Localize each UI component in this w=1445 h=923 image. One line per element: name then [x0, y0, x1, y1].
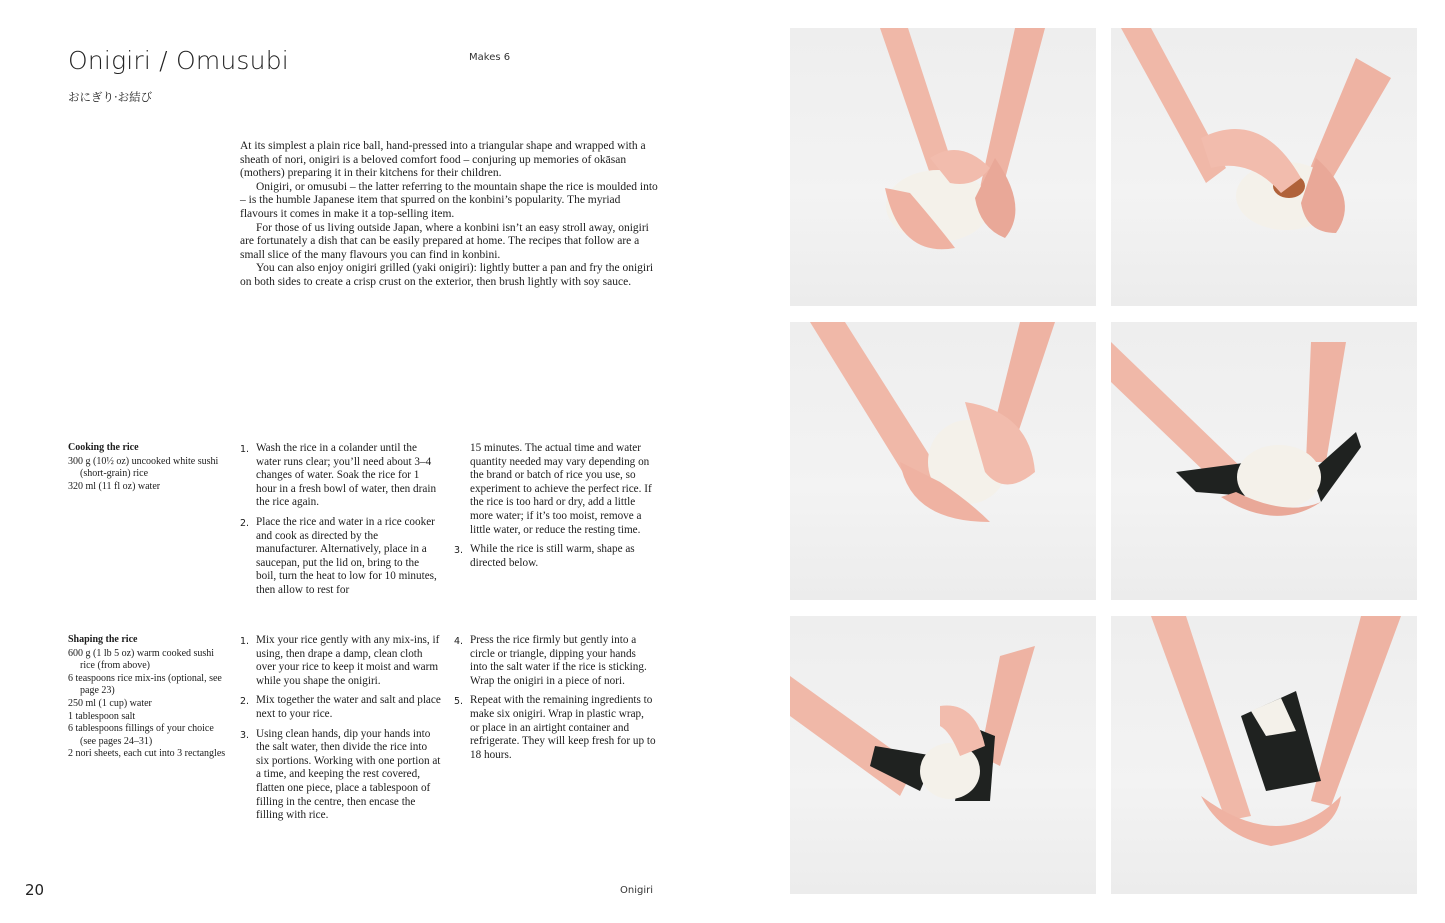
step-text: Using clean hands, dip your hands into the salt water, then divide the rice into six portions. Working with one portion at a time, and keeping the rest covered, flatten one piece, place a tablespoon of filling in the centre, then encase the filling with rice.: [256, 727, 441, 822]
step-text: Mix your rice gently with any mix-ins, if using, then drape a damp, clean cloth over your rice to keep it moist and warm while you shape the onigiri.: [256, 634, 440, 687]
shaping-ingredients: [68, 634, 228, 761]
step-photo-3: [790, 322, 1096, 600]
step-number: 2.: [240, 696, 250, 708]
step-text: While the rice is still warm, shape as directed below.: [470, 543, 635, 569]
recipe-page: [0, 0, 722, 923]
method-step: [240, 516, 442, 598]
page-number: 20: [25, 881, 45, 899]
cooking-ingredients: [68, 442, 228, 493]
step-photo-1: [790, 28, 1096, 306]
step-photo-2: [1111, 28, 1417, 306]
step-number: 1.: [240, 636, 250, 647]
recipe-subtitle-japanese: おにぎり·お結び: [68, 90, 153, 104]
step-text: Mix together the water and salt and place next to your rice.: [256, 694, 441, 720]
method-step-continued: [454, 442, 656, 537]
method-step: [454, 634, 656, 688]
shaping-steps-column-1: [240, 634, 442, 829]
intro-paragraph: For those of us living outside Japan, where a konbini isn’t an easy stroll away, onigiri are fortunately a dish that can be easily prepared at home. The recipes that follow are a small slice of the many flavours you can find in konbini.: [240, 221, 649, 261]
step-number: 4.: [454, 636, 464, 647]
cooking-steps-column-2: [454, 442, 656, 576]
ingredient-item: 6 teaspoons rice mix-ins (optional, see page 23): [68, 672, 222, 697]
method-step: [240, 634, 442, 688]
step-text: Wash the rice in a colander until the water runs clear; you’ll need about 3–4 changes of water. Soak the rice for 1 hour in a fresh bowl of water, then drain the rice again.: [256, 442, 437, 509]
ingredient-item: 320 ml (11 fl oz) water: [68, 480, 161, 492]
method-step: [240, 694, 442, 721]
ingredient-item: 1 tablespoon salt: [68, 710, 136, 722]
step-photo-6: [1111, 616, 1417, 894]
recipe-title: Onigiri / Omusubi: [68, 46, 289, 75]
step-photo-4: [1111, 322, 1417, 600]
intro-paragraph: At its simplest a plain rice ball, hand-pressed into a triangular shape and wrapped with a sheath of nori, onigiri is a beloved comfort food – conjuring up memories of okāsan (mothers) preparing it in their kitchens for their children.: [240, 140, 646, 180]
step-text: Press the rice firmly but gently into a circle or triangle, dipping your hands into the salt water if the rice is sticking. Wrap the onigiri in a piece of nori.: [470, 634, 647, 687]
step-number: 3.: [454, 545, 464, 557]
step-text: Place the rice and water in a rice cooker and cook as directed by the manufacturer. Alternatively, place in a saucepan, put the lid on, bring to the boil, turn the heat to low for 10 minutes, then allow to rest for: [256, 515, 437, 596]
step-text: Repeat with the remaining ingredients to make six onigiri. Wrap in plastic wrap, or place in an airtight container and refrigerate. They will keep fresh for up to 18 hours.: [470, 694, 656, 761]
shaping-heading: Shaping the rice: [68, 634, 138, 645]
step-number: 1.: [240, 444, 250, 455]
recipe-yield: Makes 6: [469, 52, 511, 63]
ingredient-item: 6 tablespoons fillings of your choice (see pages 24–31): [68, 723, 214, 747]
step-text: 15 minutes. The actual time and water quantity needed may vary depending on the brand or batch of rice you use, so experiment to achieve the perfect rice. If the rice is too hard or dry, add a little more water; if it’s too moist, remove a little water, or reduce the resting time.: [470, 442, 652, 536]
step-photo-5: [790, 616, 1096, 894]
intro-paragraph: Onigiri, or omusubi – the latter referring to the mountain shape the rice is moulded into – is the humble Japanese item that spurred on the konbini’s popularity. The myriad flavours it comes in make it a top-selling item.: [240, 180, 658, 220]
method-step: [454, 543, 656, 570]
cooking-steps-column-1: [240, 442, 442, 604]
ingredient-item: 300 g (10½ oz) uncooked white sushi (short-grain) rice: [68, 455, 219, 480]
ingredient-item: 250 ml (1 cup) water: [68, 697, 152, 709]
intro-paragraph: You can also enjoy onigiri grilled (yaki onigiri): lightly butter a pan and fry the onigiri on both sides to create a crisp crust on the exterior, then brush lightly with soy sauce.: [240, 262, 654, 288]
ingredient-item: 2 nori sheets, each cut into 3 rectangles: [68, 748, 226, 760]
step-number: 2.: [240, 517, 250, 529]
cooking-heading: Cooking the rice: [68, 442, 139, 453]
method-step: [240, 728, 442, 823]
shaping-steps-column-2: [454, 634, 656, 768]
method-step: [454, 694, 656, 762]
method-step: [240, 442, 442, 510]
step-number: 5.: [454, 696, 464, 708]
running-footer: Onigiri: [620, 885, 654, 896]
ingredient-item: 600 g (1 lb 5 oz) warm cooked sushi rice (from above): [68, 647, 215, 672]
recipe-intro: [240, 140, 658, 290]
step-number: 3.: [240, 729, 250, 741]
